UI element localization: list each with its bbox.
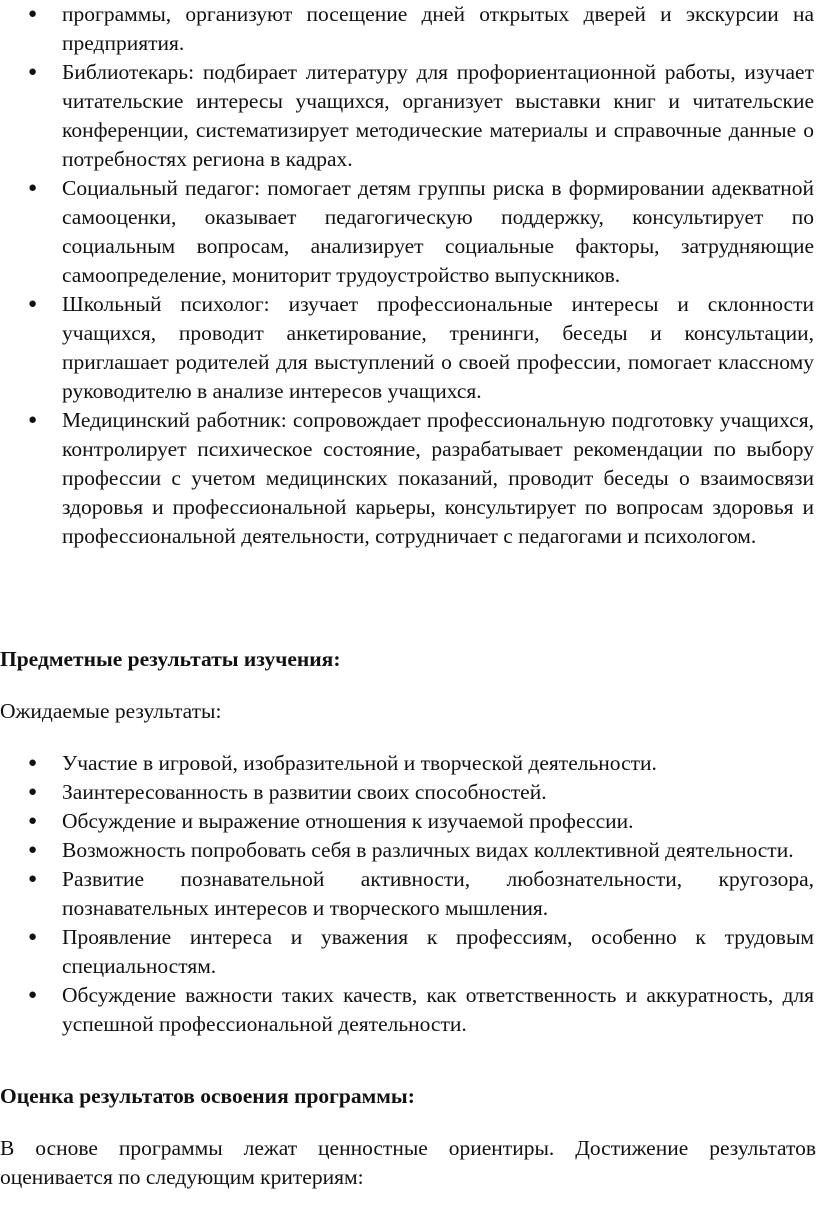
bullet-icon: ● bbox=[28, 871, 38, 887]
staff-roles-list bbox=[0, 0, 816, 551]
list-item-text: Участие в игровой, изобразительной и творческой деятельности. bbox=[62, 751, 657, 775]
bullet-icon: ● bbox=[28, 784, 38, 800]
list-item-text: Библиотекарь: подбирает литературу для профориентационной работы, изучает читательские интересы учащихся, организует выставки книг и читательские конференции, систематизирует методические материалы и справочные данные о потребностях региона в кадрах. bbox=[62, 60, 814, 171]
bullet-icon: ● bbox=[28, 755, 38, 771]
list-item-text: Обсуждение и выражение отношения к изучаемой профессии. bbox=[62, 809, 634, 833]
section-heading-subject-results: Предметные результаты изучения: bbox=[0, 647, 341, 671]
bullet-icon: ● bbox=[28, 6, 38, 22]
list-item-text: Обсуждение важности таких качеств, как ответственность и аккуратность, для успешной профессиональной деятельности. bbox=[62, 983, 814, 1036]
bullet-icon: ● bbox=[28, 813, 38, 829]
list-item bbox=[0, 778, 816, 807]
bullet-icon: ● bbox=[28, 929, 38, 945]
list-item bbox=[0, 923, 816, 981]
list-item bbox=[0, 865, 816, 923]
list-item bbox=[0, 406, 816, 551]
bullet-icon: ● bbox=[28, 987, 38, 1003]
list-item-text: Школьный психолог: изучает профессиональные интересы и склонности учащихся, проводит анкетирование, тренинги, беседы и консультации, приглашает родителей для выступлений о своей профессии, помогает классному руководителю в анализе интересов учащихся. bbox=[62, 292, 814, 403]
assessment-paragraph: В основе программы лежат ценностные ориентиры. Достижение результатов оценивается по следующим критериям: bbox=[0, 1136, 816, 1189]
list-item bbox=[0, 836, 816, 865]
list-item bbox=[0, 749, 816, 778]
list-item-text: Медицинский работник: сопровождает профессиональную подготовку учащихся, контролирует психическое состояние, разрабатывает рекомендации по выбору профессии с учетом медицинских показаний, проводит беседы о взаимосвязи здоровья и профессиональной карьеры, консультирует по вопросам здоровья и профессиональной деятельности, сотрудничает с педагогами и психологом. bbox=[62, 408, 814, 548]
bullet-icon: ● bbox=[28, 64, 38, 80]
expected-results-paragraph: Ожидаемые результаты: bbox=[0, 699, 222, 723]
bullet-icon: ● bbox=[28, 842, 38, 858]
list-item-text: программы, организуют посещение дней открытых дверей и экскурсии на предприятия. bbox=[62, 2, 814, 55]
list-item-text: Развитие познавательной активности, любознательности, кругозора, познавательных интересов и творческого мышления. bbox=[62, 867, 814, 920]
list-item-text: Проявление интереса и уважения к профессиям, особенно к трудовым специальностям. bbox=[62, 925, 814, 978]
bullet-icon: ● bbox=[28, 180, 38, 196]
bullet-icon: ● bbox=[28, 412, 38, 428]
list-item bbox=[0, 807, 816, 836]
list-item bbox=[0, 981, 816, 1039]
list-item-text: Заинтересованность в развитии своих способностей. bbox=[62, 780, 547, 804]
list-item-text: Возможность попробовать себя в различных видах коллективной деятельности. bbox=[62, 838, 794, 862]
list-item bbox=[0, 174, 816, 290]
list-item bbox=[0, 0, 816, 58]
list-item bbox=[0, 58, 816, 174]
list-item bbox=[0, 290, 816, 406]
expected-results-list bbox=[0, 749, 816, 1039]
list-item-text: Социальный педагог: помогает детям группы риска в формировании адекватной самооценки, оказывает педагогическую поддержку, консультирует по социальным вопросам, анализирует социальные факторы, затрудняющие самоопределение, мониторит трудоустройство выпускников. bbox=[62, 176, 814, 287]
bullet-icon: ● bbox=[28, 296, 38, 312]
section-heading-assessment: Оценка результатов освоения программы: bbox=[0, 1084, 415, 1108]
